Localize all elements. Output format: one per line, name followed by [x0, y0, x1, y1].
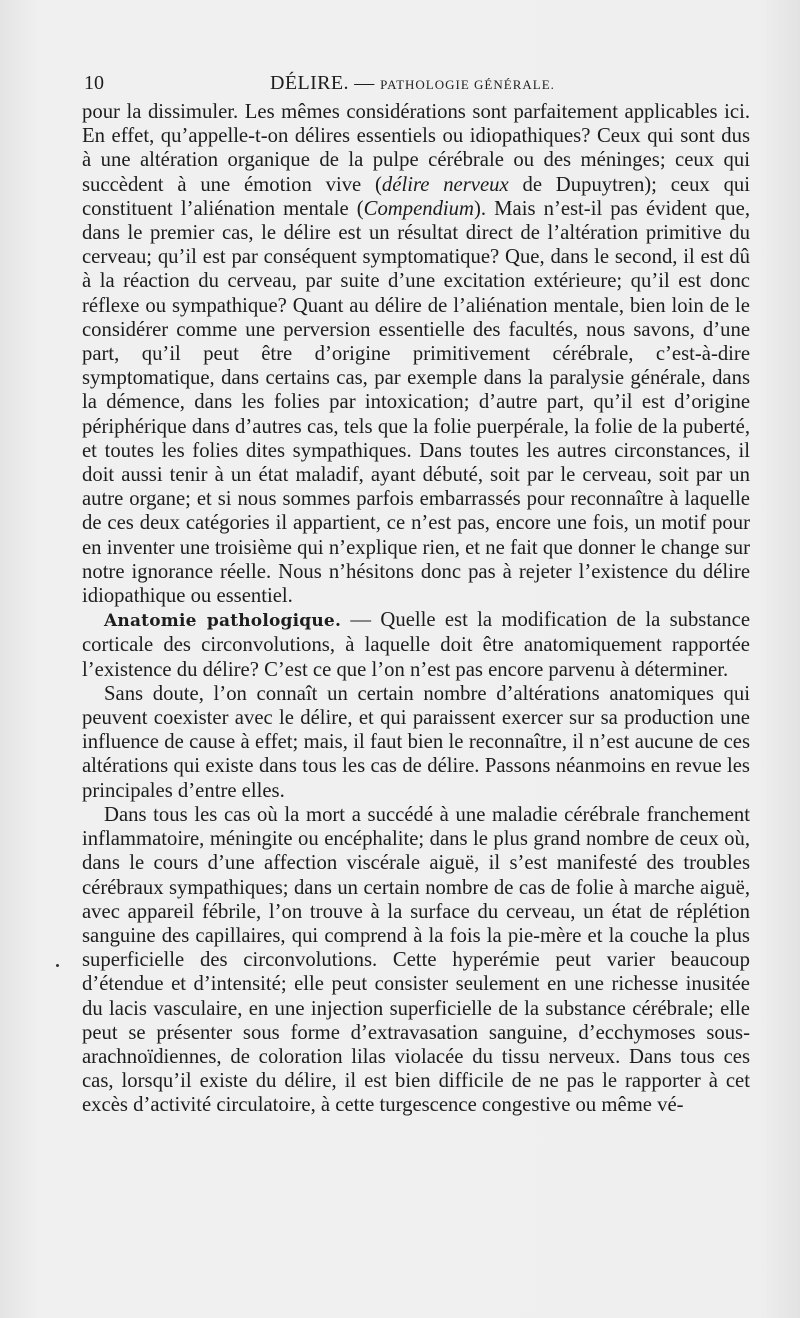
paragraph-text: de Dupuytren); ceux qui constituent l’aliénation mentale ( — [82, 173, 751, 220]
paragraph — [82, 682, 750, 803]
paragraph-section — [82, 608, 750, 682]
paragraph-text: Dans tous les cas où la mort a succédé à une maladie cérébrale franchement inflammatoire, méningite ou encéphalite; dans le plus grand nombre de ceux où, dans le cours d’une affection viscérale aiguë, il s’est manifesté des troubles cérébraux sympathiques; dans un certain nombre de cas de folie à marche aiguë, avec appareil fébrile, l’on trouve à la surface du cerveau, un état de réplétion sanguine des capillaires, qui comprend à la fois la pie-mère et la couche la plus superficielle des circonvolutions. Cette hyperémie peut varier beaucoup d’étendue et d’intensité; elle peut consister seulement en une richesse inusitée du lacis vasculaire, en une injection superficielle de la substance cérébrale; elle peut se présenter sous forme d’extravasation sanguine, d’ecchymoses sous-arachnoïdiennes, de coloration lilas violacée du tissu nerveux. Dans tous ces cas, lorsqu’il existe du délire, il est bien difficile de ne pas le rapporter à cet excès d’activité circulatoire, à cette turgescence congestive ou même vé- — [82, 803, 750, 1117]
italic-term: délire nerveux — [381, 173, 509, 196]
running-title-main: DÉLIRE. — — [270, 72, 375, 94]
running-title-section: PATHOLOGIE GÉNÉRALE. — [380, 77, 555, 92]
paragraph-text: pour la dissimuler. Les mêmes considérations sont parfaitement applicables ici. En effet, qu’appelle-t-on délires essentiels ou idiopathiques? Ceux qui sont dus à une altération organique de la pulpe cérébrale ou des méninges; ceux qui succèdent à une émotion vive ( — [82, 101, 750, 196]
italic-term: Compendium — [363, 197, 474, 220]
body-text — [82, 100, 750, 1118]
paragraph-text: — Quelle est la modification de la substance corticale des circonvolutions, à laquelle doit être anatomiquement rapportée l’existence du délire? C’est ce que l’on n’est pas encore parvenu à déterminer. — [82, 609, 750, 681]
page-number: 10 — [84, 72, 104, 94]
margin-mark — [56, 964, 59, 967]
paragraph-continued — [82, 100, 750, 608]
paragraph-text: ). Mais n’est-il pas évident que, dans le premier cas, le délire est un résultat direct de l’altération primitive du cerveau; qu’il est par conséquent symptomatique? Que, dans le second, il est dû à la réaction du cerveau, par suite d’une excitation extérieure; qu’il est donc réflexe ou sympathique? Quant au délire de l’aliénation mentale, bien loin de le considérer comme une perversion essentielle des facultés, nous savons, d’une part, qu’il peut être d’origine primitivement cérébrale, c’est-à-dire symptomatique, dans certains cas, par exemple dans la paralysie générale, dans la démence, dans les folies par intoxication; d’autre part, qu’il est d’origine périphérique dans d’autres cas, tels que la folie puerpérale, la folie de la puberté, et toutes les folies dites sympathiques. Dans toutes les autres circonstances, il doit aussi tenir à un état maladif, ayant débuté, soit par le cerveau, soit par un autre organe; et si nous sommes parfois embarrassés pour reconnaître à laquelle de ces deux catégories il appartient, ce n’est pas, encore une fois, un motif pour en inventer une troisième qui n’explique rien, et ne fait que donner le change sur notre ignorance réelle. Nous n’hésitons donc pas à rejeter l’existence du délire idiopathique ou essentiel. — [82, 197, 750, 608]
paragraph-text: Sans doute, l’on connaît un certain nombre d’altérations anatomiques qui peuvent coexister avec le délire, et qui paraissent exercer sur sa production une influence de cause à effet; mais, il faut bien le reconnaître, il n’est aucune de ces altérations qui existe dans tous les cas de délire. Passons néanmoins en revue les principales d’entre elles. — [82, 682, 750, 802]
paragraph — [82, 803, 750, 1118]
running-header — [84, 72, 750, 96]
section-heading: Anatomie pathologique. — [104, 611, 342, 632]
running-title — [270, 72, 555, 95]
